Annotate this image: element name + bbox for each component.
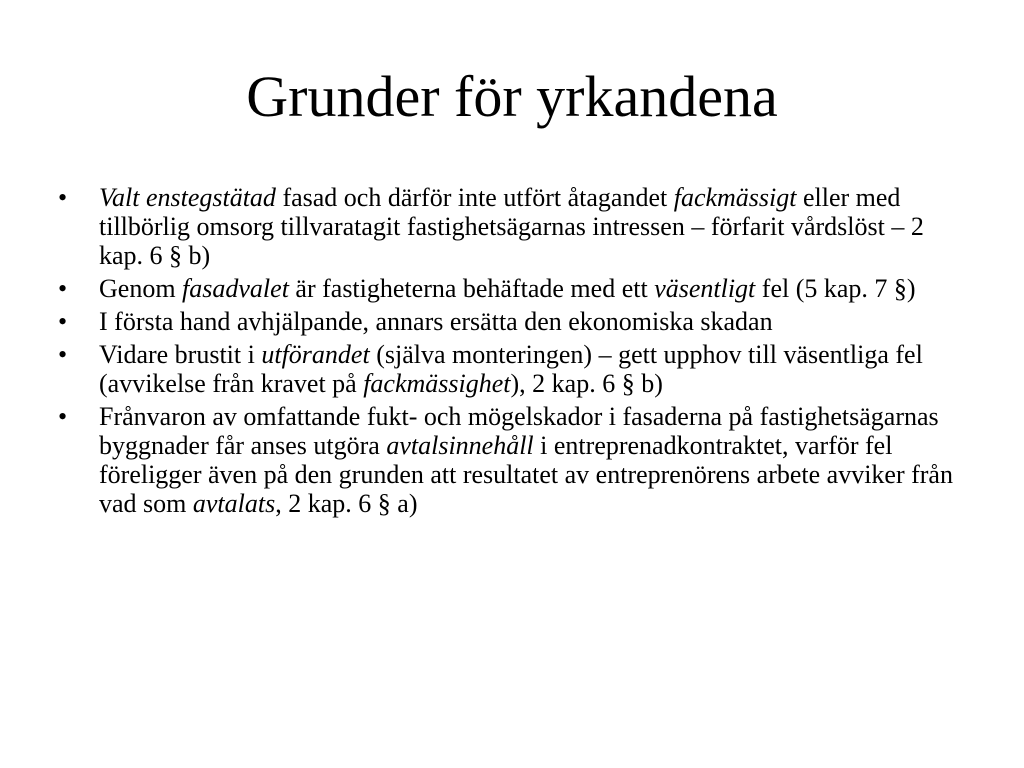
- bullet-icon: •: [58, 307, 68, 336]
- bullet-text: i entreprenadkontraktet, varför fel föreligger även på den grunden att resultatet av entreprenörens arbete avviker från vad som: [99, 431, 953, 518]
- bullet-text-italic: fackmässighet: [363, 369, 511, 398]
- bullet-icon: •: [58, 402, 68, 431]
- bullet-text: (själva monteringen) – gett upphov till väsentliga fel (avvikelse från kravet på: [99, 340, 923, 398]
- bullet-text-italic: väsentligt: [654, 274, 756, 303]
- bullet-item: [58, 402, 968, 518]
- bullet-icon: •: [58, 183, 68, 212]
- bullet-text-italic: avtalats: [192, 489, 276, 518]
- bullet-text: är fastigheterna behäftade med ett: [288, 274, 655, 303]
- bullet-text: Genom: [99, 274, 183, 303]
- bullet-text: fasad och därför inte utfört åtagandet: [275, 183, 674, 212]
- bullet-icon: •: [58, 274, 68, 303]
- bullet-text: , 2 kap. 6 § a): [275, 489, 418, 518]
- bullet-text: Frånvaron av omfattande fukt- och mögelskador i fasaderna på fastighetsägarnas byggnader får anses utgöra: [99, 402, 939, 460]
- bullet-text: Vidare brustit i: [99, 340, 262, 369]
- bullet-text-italic: fasadvalet: [182, 274, 289, 303]
- bullet-text-italic: fackmässigt: [673, 183, 797, 212]
- bullet-text: eller med tillbörlig omsorg tillvaratagit fastighetsägarnas intressen – förfarit vårdslöst – 2 kap. 6 § b): [99, 183, 924, 270]
- slide-title: Grunder för yrkandena: [246, 64, 778, 129]
- bullet-text: ), 2 kap. 6 § b): [510, 369, 663, 398]
- bullet-item: [58, 340, 968, 398]
- bullet-text: fel (5 kap. 7 §): [755, 274, 916, 303]
- bullet-text-italic: avtalsinnehåll: [386, 431, 534, 460]
- bullet-item: [58, 183, 968, 270]
- bullet-item: [58, 307, 968, 336]
- bullet-icon: •: [58, 340, 68, 369]
- bullet-text: I första hand avhjälpande, annars ersätta den ekonomiska skadan: [99, 307, 773, 336]
- bullet-list: [58, 183, 968, 522]
- bullet-text-italic: utförandet: [261, 340, 370, 369]
- bullet-text-italic: Valt enstegstätad: [99, 183, 276, 212]
- bullet-item: [58, 274, 968, 303]
